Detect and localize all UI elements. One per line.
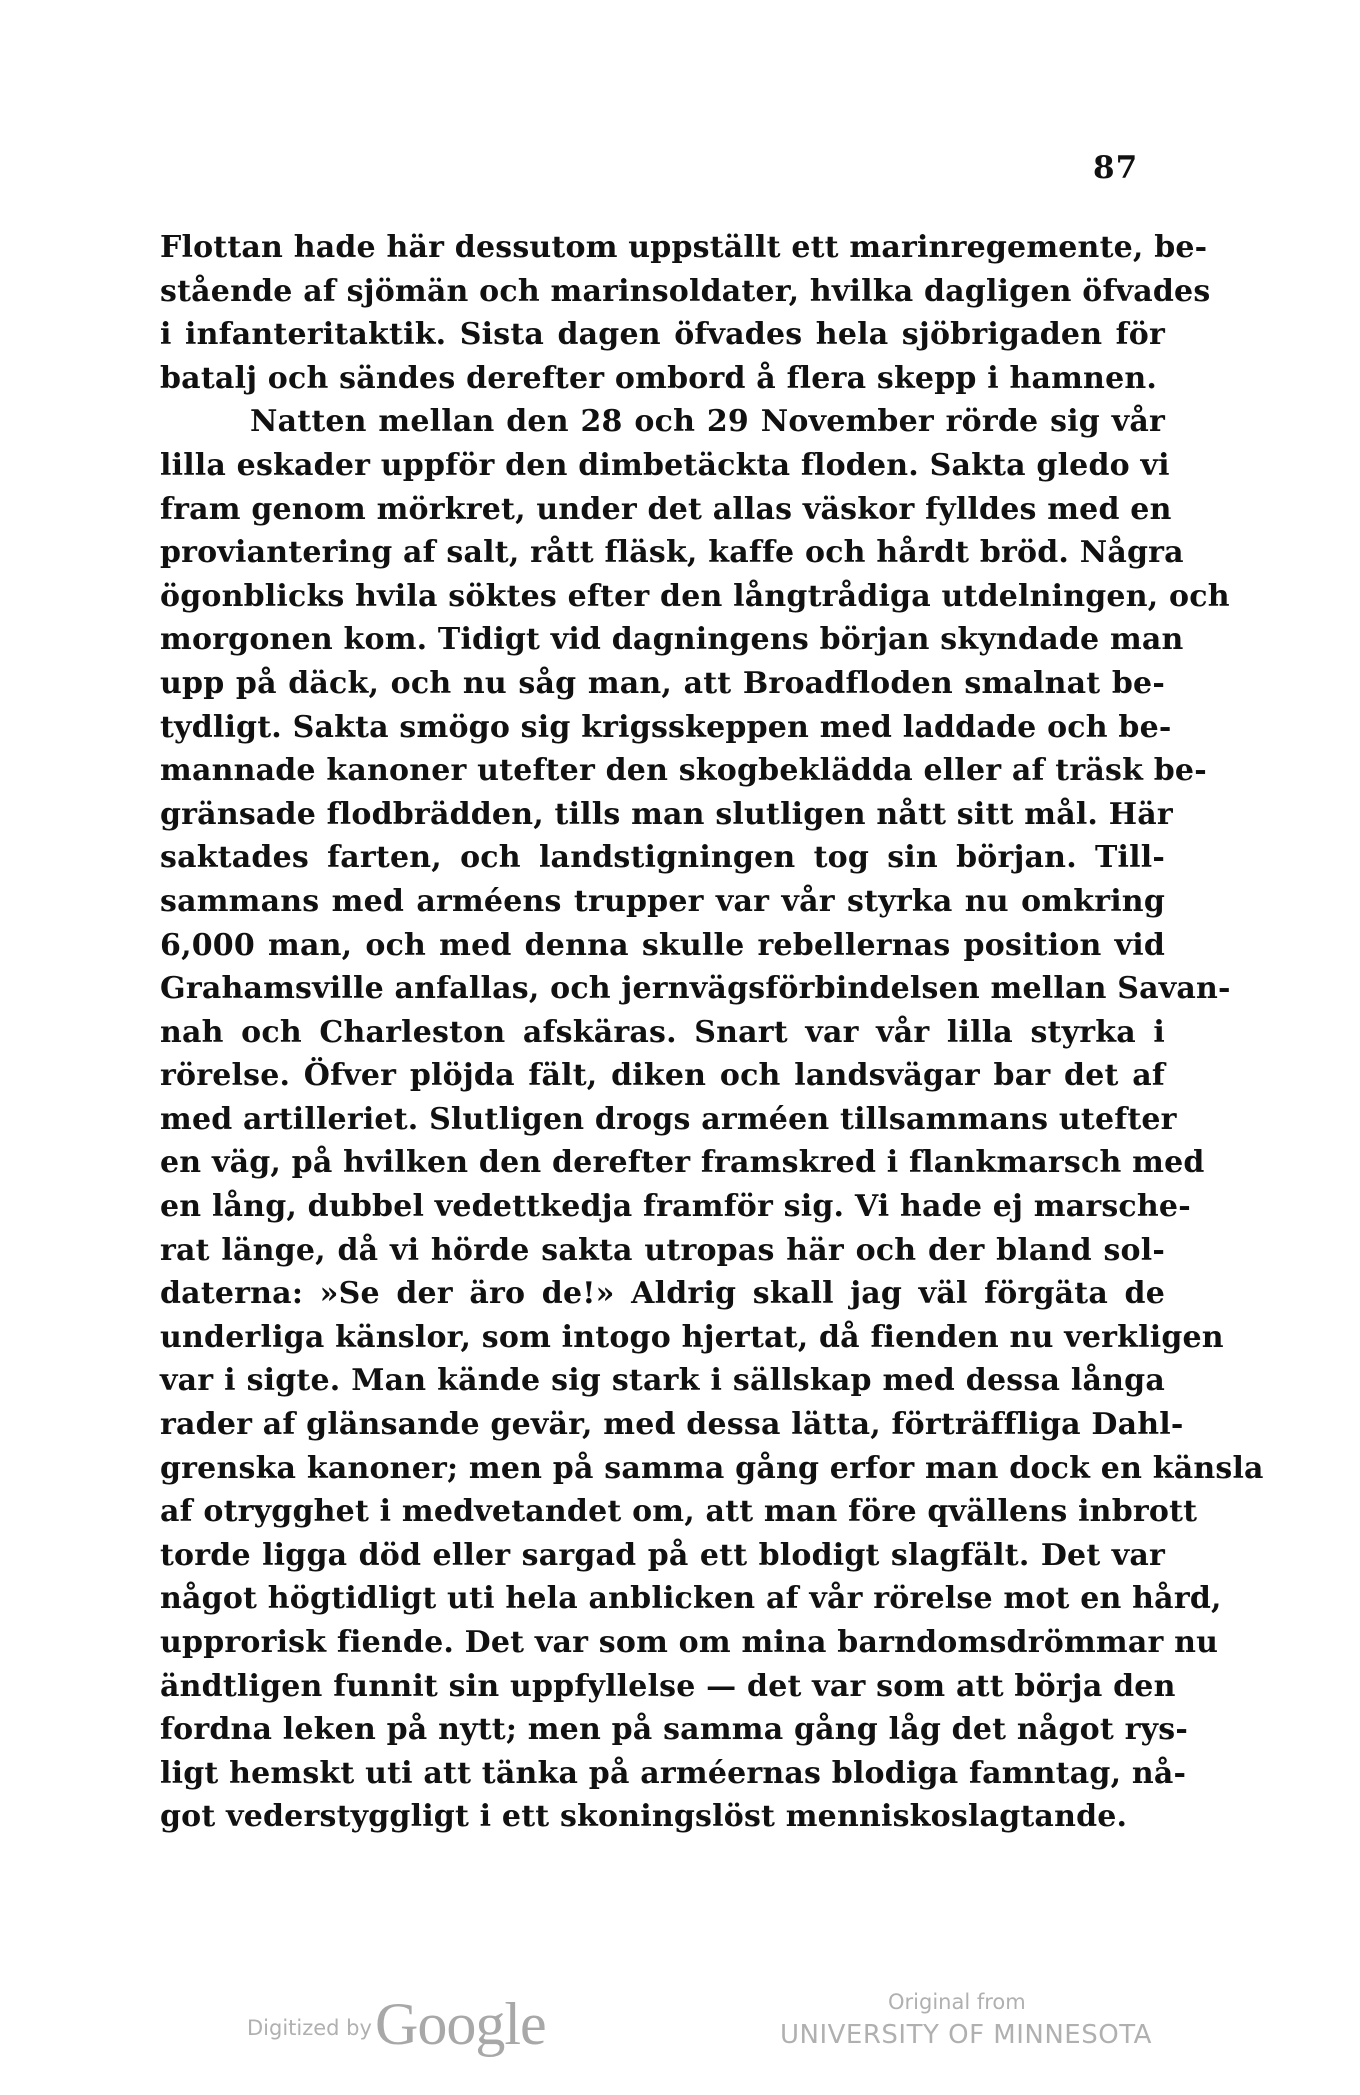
text-line: tydligt. Sakta smögo sig krigsskeppen med laddade och be- [160,709,1172,745]
text-line: upprorisk fiende. Det var som om mina barndomsdrömmar nu [160,1625,1219,1660]
text-line: en väg, på hvilken den derefter framskred i flankmarsch med [160,1145,1205,1181]
text-line: Grahamsville anfallas, och jernvägsförbindelsen mellan Savan- [160,971,1231,1007]
text-line: i infanteritaktik. Sista dagen öfvades hela sjöbrigaden för [160,317,1165,353]
text-line: fordna leken på nytt; men på samma gång låg det något rys- [160,1712,1188,1748]
text-line: något högtidligt uti hela anblicken af vår rörelse mot en hård, [160,1581,1222,1617]
google-logo: Google [375,1991,546,2057]
text-line: med artilleriet. Slutligen drogs arméen tillsammans utefter [160,1101,1177,1137]
library-name: UNIVERSITY OF MINNESOTA [780,2020,1152,2050]
text-line: mannade kanoner utefter den skogbeklädda eller af träsk be- [160,753,1207,789]
text-line: Natten mellan den 28 och 29 November rörde sig vår [250,404,1165,440]
text-line: nah och Charleston afskäras. Snart var vår lilla styrka i [160,1014,1165,1050]
text-line: proviantering af salt, rått fläsk, kaffe och hårdt bröd. Några [160,535,1184,571]
text-line: grenska kanoner; men på samma gång erfor man dock en känsla [160,1450,1264,1486]
text-line: af otrygghet i medvetandet om, att man före qvällens inbrott [160,1494,1198,1530]
text-line: rörelse. Öfver plöjda fält, diken och landsvägar bar det af [160,1058,1165,1094]
text-line: ändtligen funnit sin uppfyllelse — det var som att börja den [160,1668,1176,1704]
text-line: lilla eskader uppför den dimbetäckta floden. Sakta gledo vi [160,447,1170,483]
text-line: gränsade flodbrädden, tills man slutligen nått sitt mål. Här [160,796,1173,832]
text-line: got vederstyggligt i ett skoningslöst menniskoslagtande. [160,1799,1128,1835]
text-line: torde ligga död eller sargad på ett blodigt slagfält. Det var [160,1537,1165,1573]
text-line: sammans med arméens trupper var vår styrka nu omkring [160,883,1165,919]
text-line: ögonblicks hvila söktes efter den långtrådiga utdelningen, och [160,578,1230,614]
page-number: 87 [1093,150,1139,186]
text-line: rat länge, då vi hörde sakta utropas här och der bland sol- [160,1232,1165,1268]
text-line: saktades farten, och landstigningen tog sin början. Till- [160,840,1165,876]
text-line: daterna: »Se der äro de!» Aldrig skall jag väl förgäta de [160,1276,1165,1312]
text-line: 6,000 man, och med denna skulle rebellernas position vid [160,927,1165,963]
body-text [160,226,1264,1839]
digitization-footer [0,1990,1360,2070]
text-line: var i sigte. Man kände sig stark i sällskap med dessa långa [160,1363,1165,1399]
text-line: underliga känslor, som intogo hjertat, då fienden nu verkligen [160,1319,1224,1355]
text-line: en lång, dubbel vedettkedja framför sig. Vi hade ej marsche- [160,1189,1191,1225]
text-line: ligt hemskt uti att tänka på arméernas blodiga famntag, nå- [160,1755,1187,1791]
original-from-label: Original from [888,1990,1026,2014]
text-line: fram genom mörkret, under det allas väskor fylldes med en [160,491,1172,527]
text-line: rader af glänsande gevär, med dessa lätta, förträffliga Dahl- [160,1407,1184,1443]
text-line: Flottan hade här dessutom uppställt ett marinregemente, be- [160,230,1208,265]
text-line: batalj och sändes derefter ombord å flera skepp i hamnen. [160,360,1158,396]
text-line: stående af sjömän och marinsoldater, hvilka dagligen öfvades [160,273,1211,309]
text-line: upp på däck, och nu såg man, att Broadfloden smalnat be- [160,665,1165,701]
text-line: morgonen kom. Tidigt vid dagningens början skyndade man [160,622,1184,658]
digitized-by-label: Digitized by [247,2016,372,2040]
